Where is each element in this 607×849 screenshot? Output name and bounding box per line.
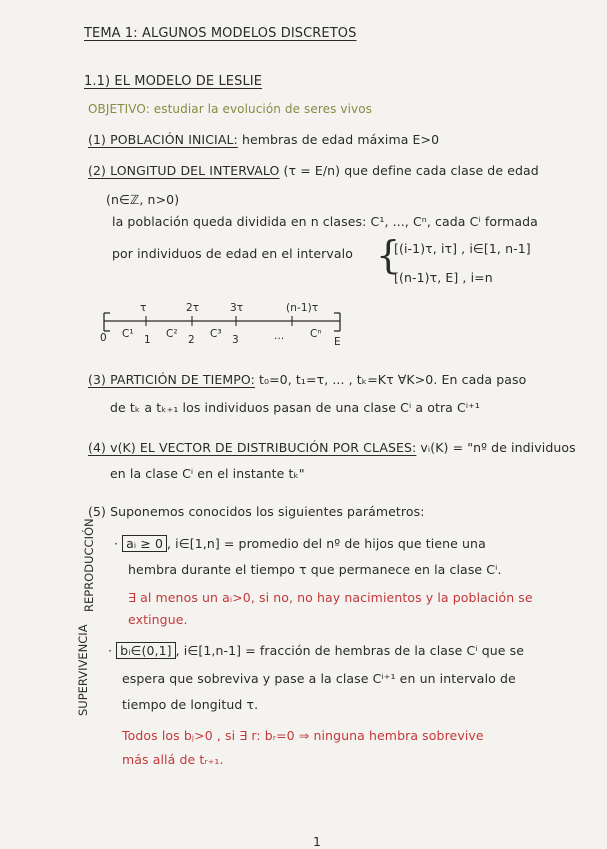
item-1-label: (1) POBLACIÓN INICIAL: [88,132,238,147]
axis-bottom-label: 2 [188,334,195,346]
survival-param-box: bᵢ∈(0,1] [116,642,176,659]
item-2-case-1: [(i-1)τ, iτ] , i∈[1, n-1] [394,241,531,256]
item-4 [88,440,576,455]
reproduction-definition: , i∈[1,n] = promedio del nº de hijos que tiene una [167,536,486,551]
item-2-text: (τ = E/n) que define cada clase de edad [283,163,539,178]
item-1 [88,132,439,147]
item-2 [88,163,539,178]
item-2-line-2: por individuos de edad en el intervalo [112,246,353,261]
axis-top-label: τ [140,302,147,314]
case-brace: { [376,233,401,277]
axis-bottom-label: C² [166,328,178,340]
item-4-line-2: en la clase Cⁱ en el instante tₖ" [110,466,305,481]
objective-text: OBJETIVO: estudiar la evolución de seres vivos [88,102,373,116]
page-number: 1 [313,834,322,849]
item-2-line-1: la población queda dividida en n clases: C¹, ..., Cⁿ, cada Cⁱ formada [112,214,538,229]
item-4-text: vᵢ(K) = "nº de individuos [420,440,576,455]
survival-line-1: · bᵢ∈(0,1] , i∈[1,n-1] = fracción de hembras de la clase Cⁱ que se [108,643,525,658]
item-2-case-2: [(n-1)τ, E] , i=n [394,270,493,285]
item-1-text: hembras de edad máxima E>0 [241,132,440,147]
axis-bottom-label: C³ [210,328,222,340]
item-3-text: t₀=0, t₁=τ, ... , tₖ=Kτ ∀K>0. En cada paso [259,372,527,387]
reproduction-side-label: REPRODUCCIÓN [82,518,96,612]
item-5-heading: (5) Suponemos conocidos los siguientes parámetros: [88,504,425,519]
reproduction-line-2: hembra durante el tiempo τ que permanece en la clase Cⁱ. [128,562,502,577]
reproduction-line-1: · aᵢ ≥ 0 , i∈[1,n] = promedio del nº de hijos que tiene una [114,536,486,551]
axis-bottom-label: C¹ [122,328,134,340]
axis-bottom-label: 1 [144,334,151,346]
reproduction-note-1: ∃ al menos un aᵢ>0, si no, no hay nacimientos y la población se [128,590,533,605]
page-title: TEMA 1: ALGUNOS MODELOS DISCRETOS [84,26,357,41]
reproduction-note-2: extingue. [128,612,188,627]
item-3-label: (3) PARTICIÓN DE TIEMPO: [88,372,255,387]
item-2-label: (2) LONGITUD DEL INTERVALO [88,163,280,178]
survival-line-3: tiempo de longitud τ. [122,697,259,712]
axis-bottom-label: 3 [232,334,239,346]
axis-top-label: 2τ [186,302,200,314]
axis-bottom-label: Cⁿ [310,328,322,340]
survival-side-label: SUPERVIVENCIA [76,624,90,716]
axis-bottom-label: E [334,336,341,348]
survival-note-1: Todos los bⱼ>0 , si ∃ r: bᵣ=0 ⇒ ninguna hembra sobrevive [122,728,484,743]
survival-definition: , i∈[1,n-1] = fracción de hembras de la clase Cⁱ que se [175,643,525,658]
section-heading: 1.1) EL MODELO DE LESLIE [84,74,263,89]
axis-top-label: 3τ [230,302,244,314]
survival-note-2: más allá de tᵣ₊₁. [122,752,224,767]
item-3 [88,372,526,387]
axis-bottom-label: 0 [100,332,107,344]
reproduction-param-box: aᵢ ≥ 0 [122,535,167,552]
axis-top-label: (n-1)τ [286,302,319,314]
axis-bottom-label: ... [274,330,285,342]
item-3-line-2: de tₖ a tₖ₊₁ los individuos pasan de una clase Cⁱ a otra Cⁱ⁺¹ [110,400,480,415]
item-4-label: (4) v(K) EL VECTOR DE DISTRIBUCIÓN POR CLASES: [88,440,417,455]
item-2-condition: (n∈ℤ, n>0) [106,192,180,207]
survival-line-2: espera que sobreviva y pase a la clase Cⁱ⁺¹ en un intervalo de [122,671,516,686]
